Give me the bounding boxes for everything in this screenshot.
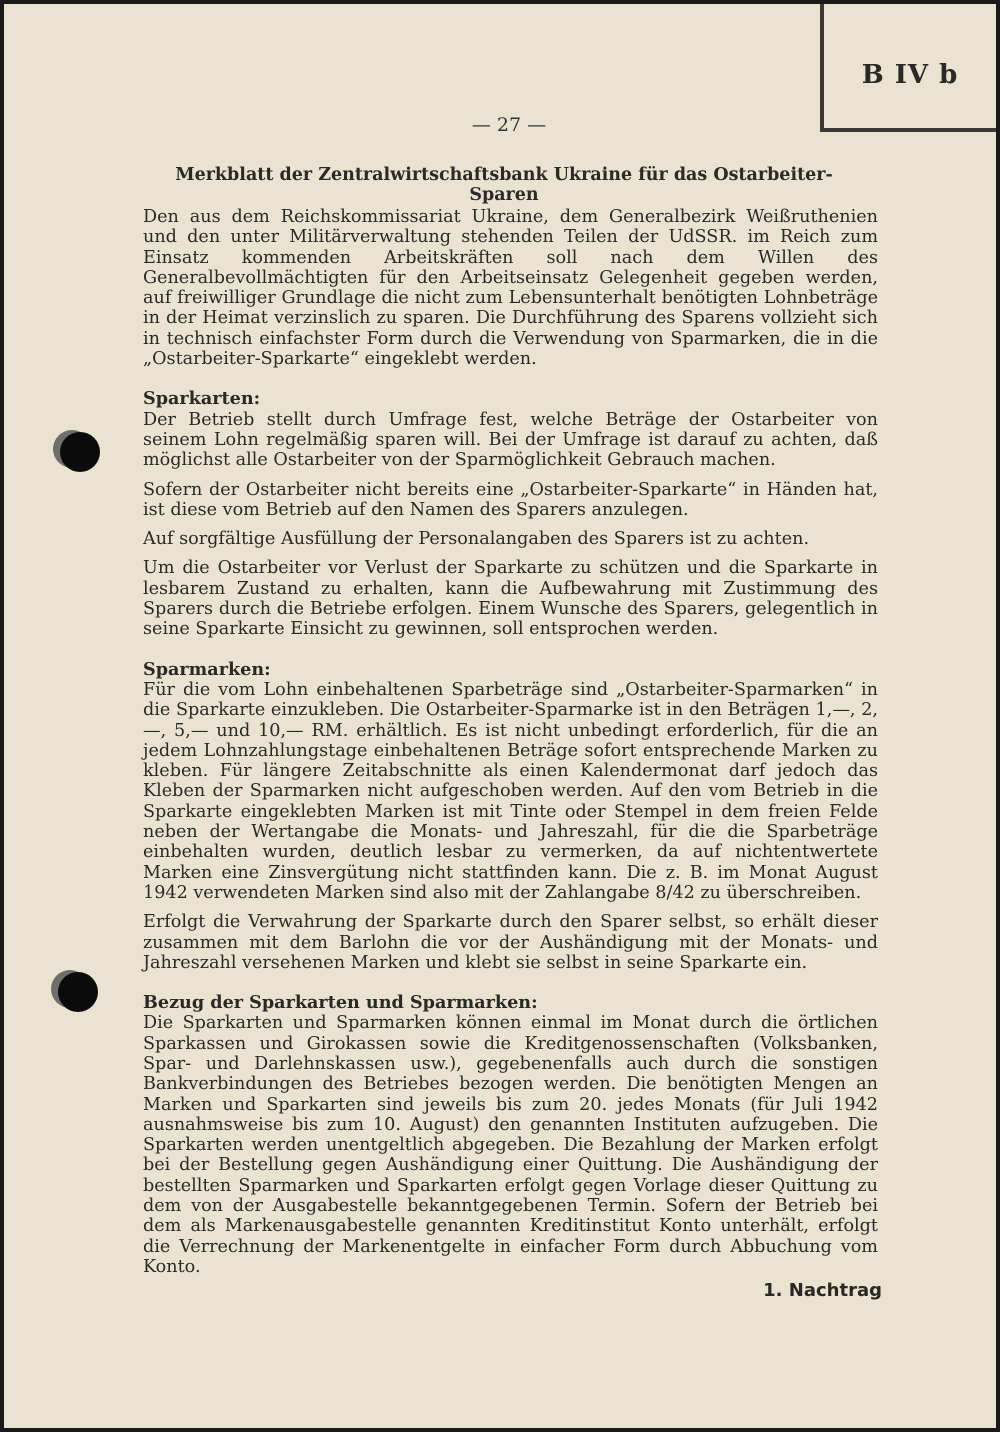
page-number: — 27 — bbox=[471, 114, 547, 136]
paragraph: Die Sparkarten und Sparmarken können einmal im Monat durch die örtlichen Sparkassen und Girokassen sowie die Kreditgenossenschaften (Volksbanken, Spar- und Darlehnskassen usw.), gegebenenfalls auch durch die sonstigen Bankverbindungen des Betriebes bezogen werden. Die benötigten Mengen an Marken und Sparkarten sind jeweils bis zum 20. jedes Monats (für Juli 1942 ausnahmsweise bis zum 10. August) den genannten Instituten aufzugeben. Die Sparkarten werden unentgeltlich abgegeben. Die Bezahlung der Marken erfolgt bei der Bestellung gegen Aushändigung einer Quittung. Die Aushändigung der bestellten Sparmarken und Sparkarten erfolgt gegen Vorlage dieser Quittung zu dem von der Ausgabestelle bekanntgegebenen Termin. Sofern der Betrieb bei dem als Markenausgabestelle genannten Kreditinstitut Konto unterhält, erfolgt die Verrechnung der Markenentgelte in einfacher Form durch Abbuchung vom Konto. bbox=[143, 1013, 878, 1277]
paragraph: Auf sorgfältige Ausfüllung der Personalangaben des Sparers ist zu achten. bbox=[143, 529, 810, 550]
document-body bbox=[143, 207, 878, 1277]
punch-hole bbox=[58, 972, 98, 1012]
section-heading-sparkarten: Sparkarten: bbox=[143, 388, 261, 410]
document-page bbox=[4, 4, 996, 1428]
paragraph: Um die Ostarbeiter vor Verlust der Sparkarte zu schützen und die Sparkarte in lesbarem Zustand zu erhalten, kann die Aufbewahrung mit Zustimmung des Sparers durch die Betriebe erfolgen. Einem Wunsche des Sparers, gelegentlich in seine Sparkarte Einsicht zu gewinnen, soll entsprochen werden. bbox=[143, 558, 878, 640]
supplement-note: 1. Nachtrag bbox=[763, 1280, 882, 1301]
classification-box bbox=[820, 4, 996, 132]
punch-hole bbox=[60, 432, 100, 472]
section-heading-sparmarken: Sparmarken: bbox=[143, 658, 271, 680]
paragraph: Für die vom Lohn einbehaltenen Sparbeträge sind „Ostarbeiter-Sparmarken“ in die Sparkarte einzukleben. Die Ostarbeiter-Sparmarke ist in den Beträgen 1,—, 2,—, 5,— und 10,— RM. erhältlich. Es ist nicht unbedingt erforderlich, für die an jedem Lohnzahlungstage einbehaltenen Beträge sofort entsprechende Marken zu kleben. Für längere Zeitabschnitte als einen Kalendermonat darf jedoch das Kleben der Sparmarken nicht aufgeschoben werden. Auf den vom Betrieb in die Sparkarte eingeklebten Marken ist mit Tinte oder Stempel in dem freien Felde neben der Wertangabe die Monats- und Jahreszahl, für die die Sparbeträge einbehalten wurden, deutlich lesbar zu vermerken, da auf nichtentwertete Marken eine Zinsvergütung nicht stattfinden kann. Die z. B. im Monat August 1942 verwendeten Marken sind also mit der Zahlangabe 8/42 zu überschreiben. bbox=[143, 679, 878, 903]
paragraph: Der Betrieb stellt durch Umfrage fest, welche Beträge der Ostarbeiter von seinem Lohn regelmäßig sparen will. Bei der Umfrage ist darauf zu achten, daß möglichst alle Ostarbeiter von der Sparmöglichkeit Gebrauch machen. bbox=[143, 409, 878, 471]
section-heading-bezug: Bezug der Sparkarten und Sparmarken: bbox=[143, 992, 538, 1014]
paragraph: Erfolgt die Verwahrung der Sparkarte durch den Sparer selbst, so erhält dieser zusammen mit dem Barlohn die vor der Aushändigung mit der Monats- und Jahreszahl versehenen Marken und klebt sie selbst in seine Sparkarte ein. bbox=[143, 912, 878, 973]
paragraph: Sofern der Ostarbeiter nicht bereits eine „Ostarbeiter-Sparkarte“ in Händen hat, ist diese vom Betrieb auf den Namen des Sparers anzulegen. bbox=[143, 479, 878, 520]
intro-paragraph: Den aus dem Reichskommissariat Ukraine, dem Generalbezirk Weißruthenien und den unter Militärverwaltung stehenden Teilen der UdSSR. im Reich zum Einsatz kommenden Arbeitskräften soll nach dem Willen des Generalbevollmächtigten für den Arbeitseinsatz Gelegenheit gegeben werden, auf freiwilliger Grundlage die nicht zum Lebensunterhalt benötigten Lohnbeträge in der Heimat verzinslich zu sparen. Die Durchführung des Sparens vollzieht sich in technisch einfachster Form durch die Verwendung von Sparmarken, die in die „Ostarbeiter-Sparkarte“ eingeklebt werden. bbox=[143, 207, 878, 370]
classification-label: B IV b bbox=[861, 60, 959, 90]
document-title: Merkblatt der Zentralwirtschaftsbank Ukraine für das Ostarbeiter-Sparen bbox=[175, 165, 833, 205]
